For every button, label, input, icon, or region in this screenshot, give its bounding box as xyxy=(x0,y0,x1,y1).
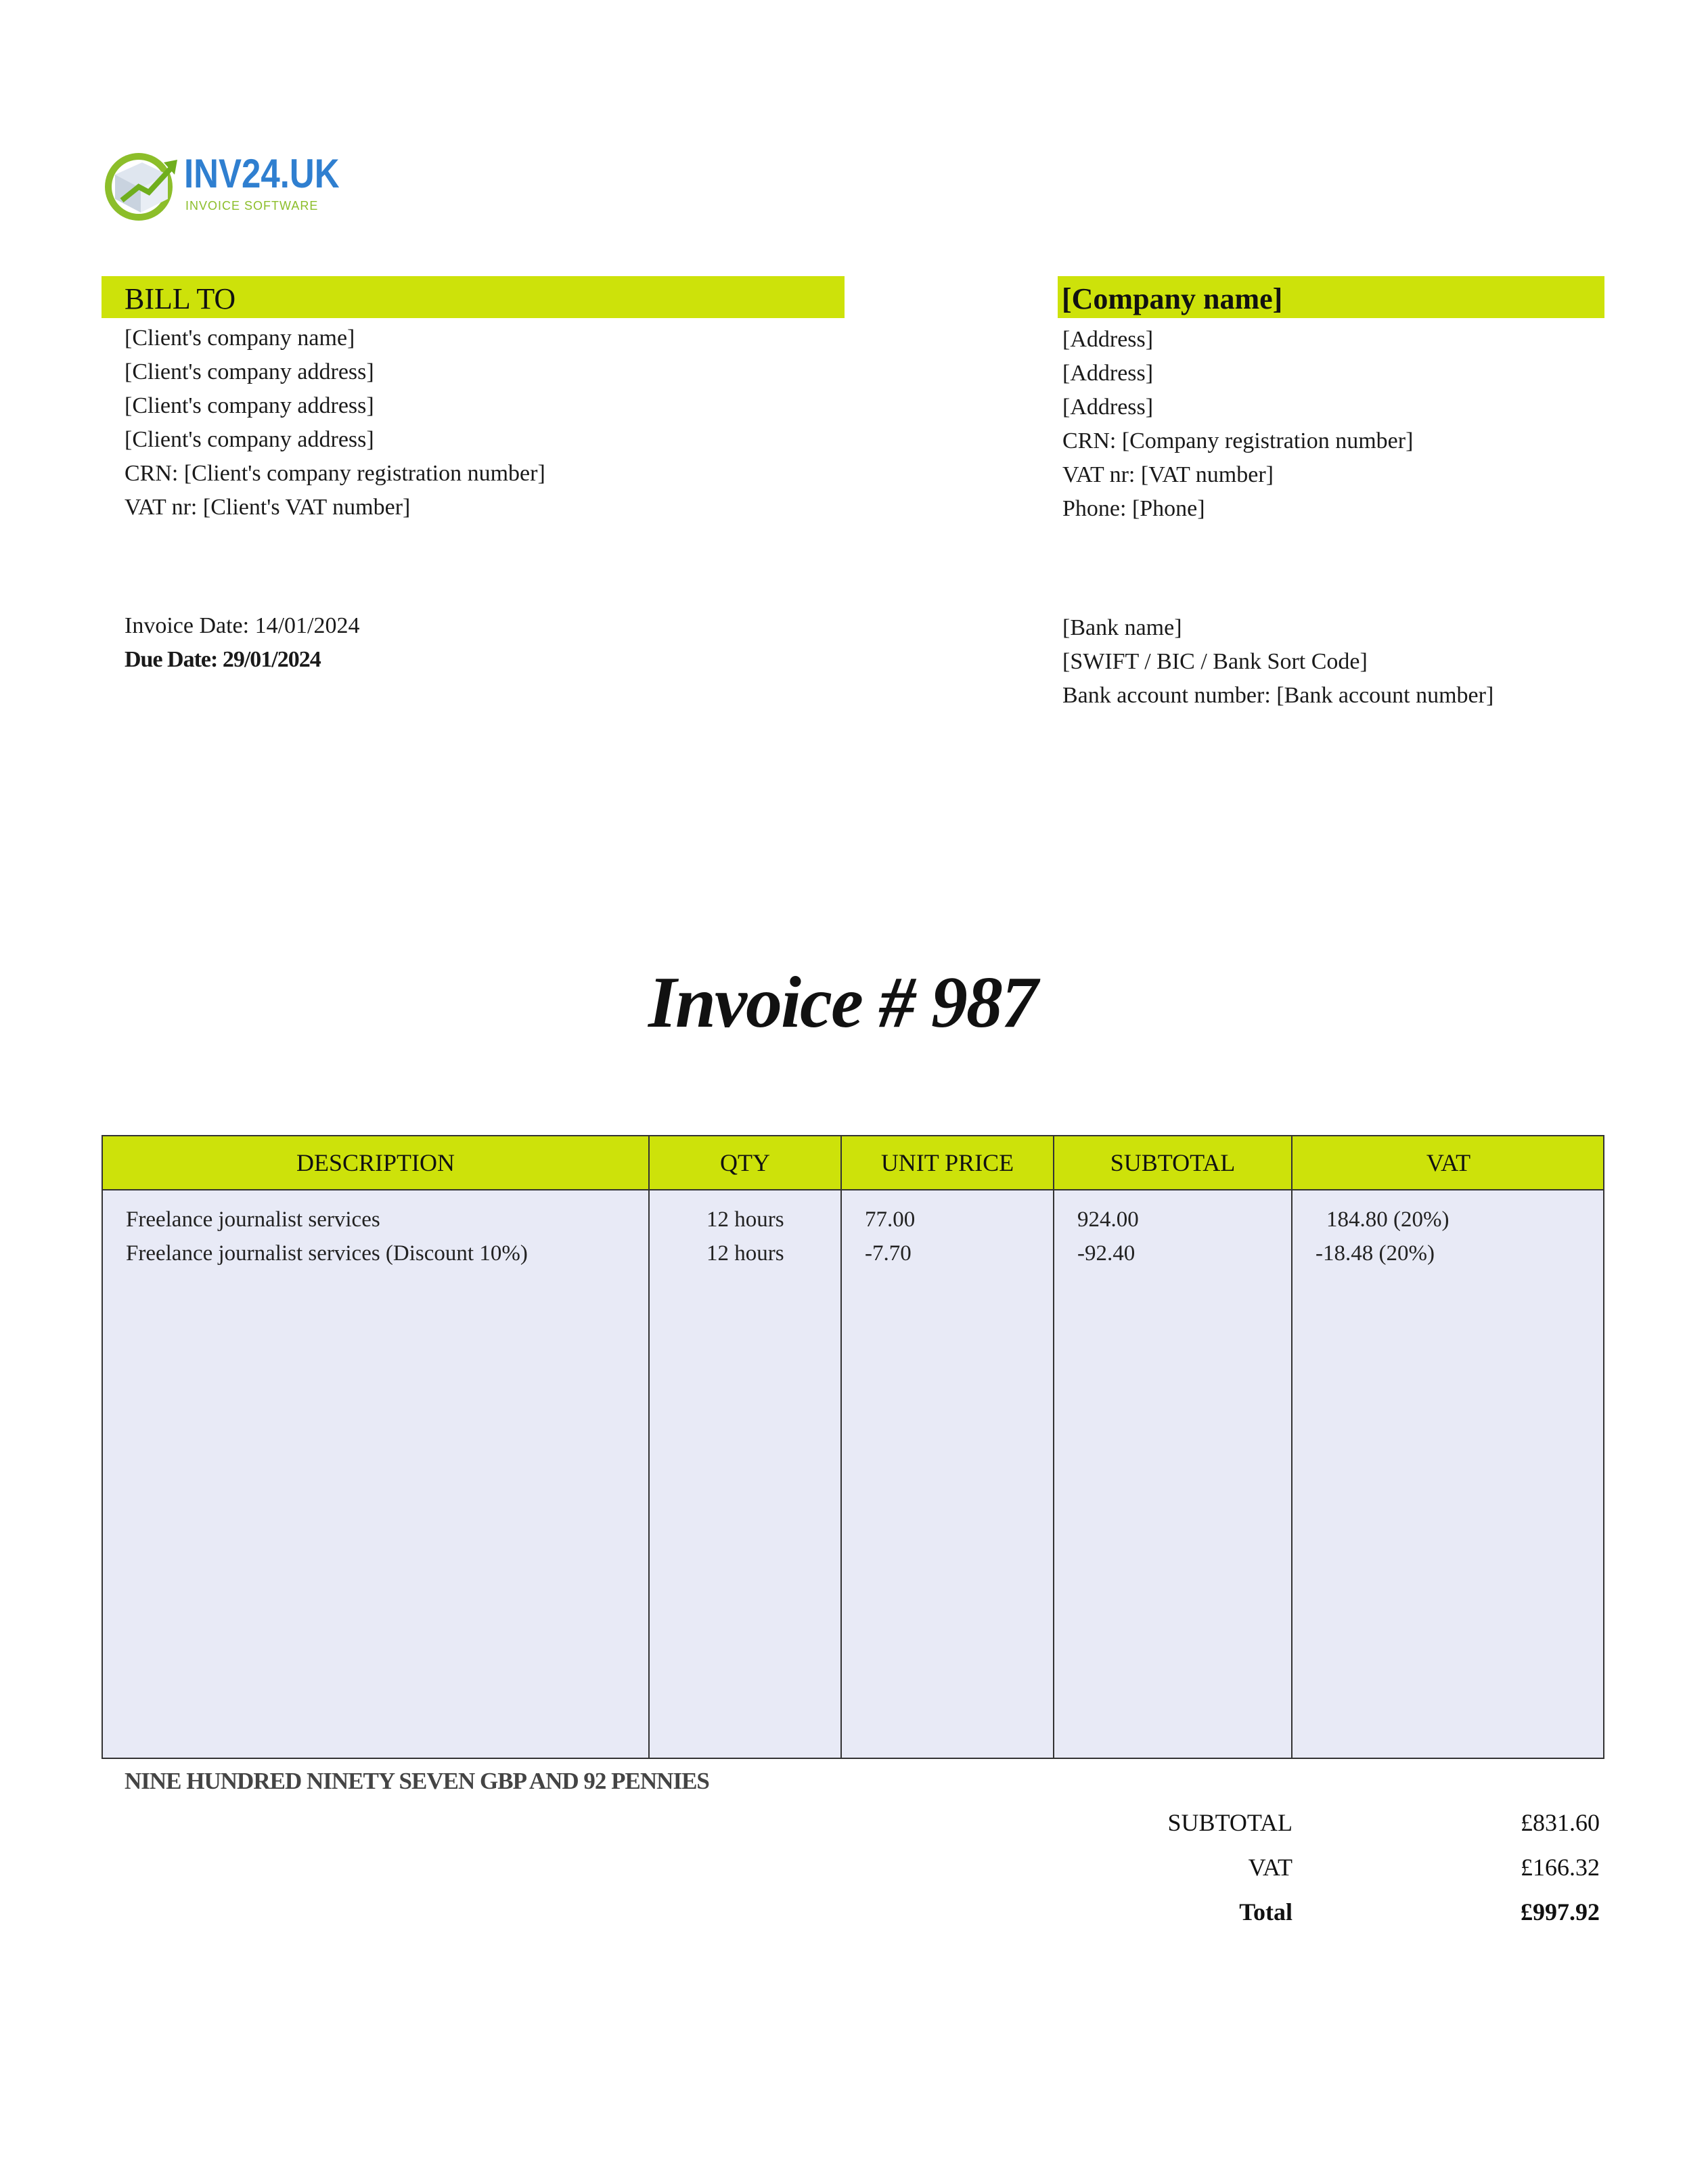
amount-in-words: NINE HUNDRED NINETY SEVEN GBP AND 92 PENNIES xyxy=(125,1768,709,1794)
company-name: [Company name] xyxy=(1062,282,1283,315)
company-details xyxy=(1062,323,1413,526)
subtotal-value: £831.60 xyxy=(1521,1809,1600,1836)
bill-to-header xyxy=(102,276,845,318)
client-line: [Client's company address] xyxy=(125,427,374,452)
header-qty: QTY xyxy=(720,1149,770,1176)
invoice-dates xyxy=(125,609,359,677)
column-divider xyxy=(648,1136,650,1758)
client-line: VAT nr: [Client's VAT number] xyxy=(125,495,411,520)
bill-to-heading: BILL TO xyxy=(125,282,236,315)
cell-description: Freelance journalist services xyxy=(126,1207,380,1232)
client-line: [Client's company address] xyxy=(125,393,374,418)
client-line: CRN: [Client's company registration number] xyxy=(125,461,545,486)
header-unit-price: UNIT PRICE xyxy=(880,1149,1014,1176)
company-line: Phone: [Phone] xyxy=(1062,496,1205,521)
bank-line: Bank account number: [Bank account number] xyxy=(1062,683,1494,708)
invoice-title: Invoice # 987 xyxy=(648,962,1037,1043)
due-date: Due Date: 29/01/2024 xyxy=(125,647,321,672)
company-line: [Address] xyxy=(1062,395,1154,420)
cell-unit-price: 77.00 xyxy=(865,1207,916,1232)
cell-vat: -18.48 (20%) xyxy=(1316,1241,1435,1266)
company-line: VAT nr: [VAT number] xyxy=(1062,462,1274,487)
bank-details xyxy=(1062,611,1493,713)
brand-logo xyxy=(102,148,340,222)
header-subtotal: SUBTOTAL xyxy=(1110,1149,1236,1176)
bank-line: [Bank name] xyxy=(1062,615,1182,640)
cell-description: Freelance journalist services (Discount 10%) xyxy=(126,1241,528,1266)
bank-line: [SWIFT / BIC / Bank Sort Code] xyxy=(1062,649,1368,674)
column-divider xyxy=(840,1136,842,1758)
cell-qty: 12 hours xyxy=(706,1241,784,1266)
logo-tagline: INVOICE SOFTWARE xyxy=(185,199,319,213)
cell-subtotal: -92.40 xyxy=(1077,1241,1136,1266)
company-line: CRN: [Company registration number] xyxy=(1062,428,1414,453)
cell-unit-price: -7.70 xyxy=(865,1241,912,1266)
box-with-arrow-icon xyxy=(102,148,183,222)
total-value: £997.92 xyxy=(1521,1898,1600,1925)
column-divider xyxy=(1053,1136,1054,1758)
vat-label: VAT xyxy=(1248,1854,1293,1881)
cell-qty: 12 hours xyxy=(706,1207,784,1232)
header-description: DESCRIPTION xyxy=(296,1149,455,1176)
vat-value: £166.32 xyxy=(1521,1854,1600,1881)
cell-subtotal: 924.00 xyxy=(1077,1207,1139,1232)
line-items-table xyxy=(102,1135,1604,1759)
logo-brand-text: INV24.UK xyxy=(184,151,340,196)
subtotal-label: SUBTOTAL xyxy=(1167,1809,1293,1836)
total-label: Total xyxy=(1239,1898,1293,1925)
client-line: [Client's company name] xyxy=(125,326,355,351)
company-line: [Address] xyxy=(1062,327,1154,352)
cell-vat: 184.80 (20%) xyxy=(1326,1207,1449,1232)
company-line: [Address] xyxy=(1062,361,1154,386)
invoice-date: Invoice Date: 14/01/2024 xyxy=(125,613,360,638)
header-vat: VAT xyxy=(1426,1149,1471,1176)
client-line: [Client's company address] xyxy=(125,359,374,384)
company-header xyxy=(1058,276,1604,318)
column-divider xyxy=(1291,1136,1293,1758)
client-details xyxy=(125,321,545,525)
